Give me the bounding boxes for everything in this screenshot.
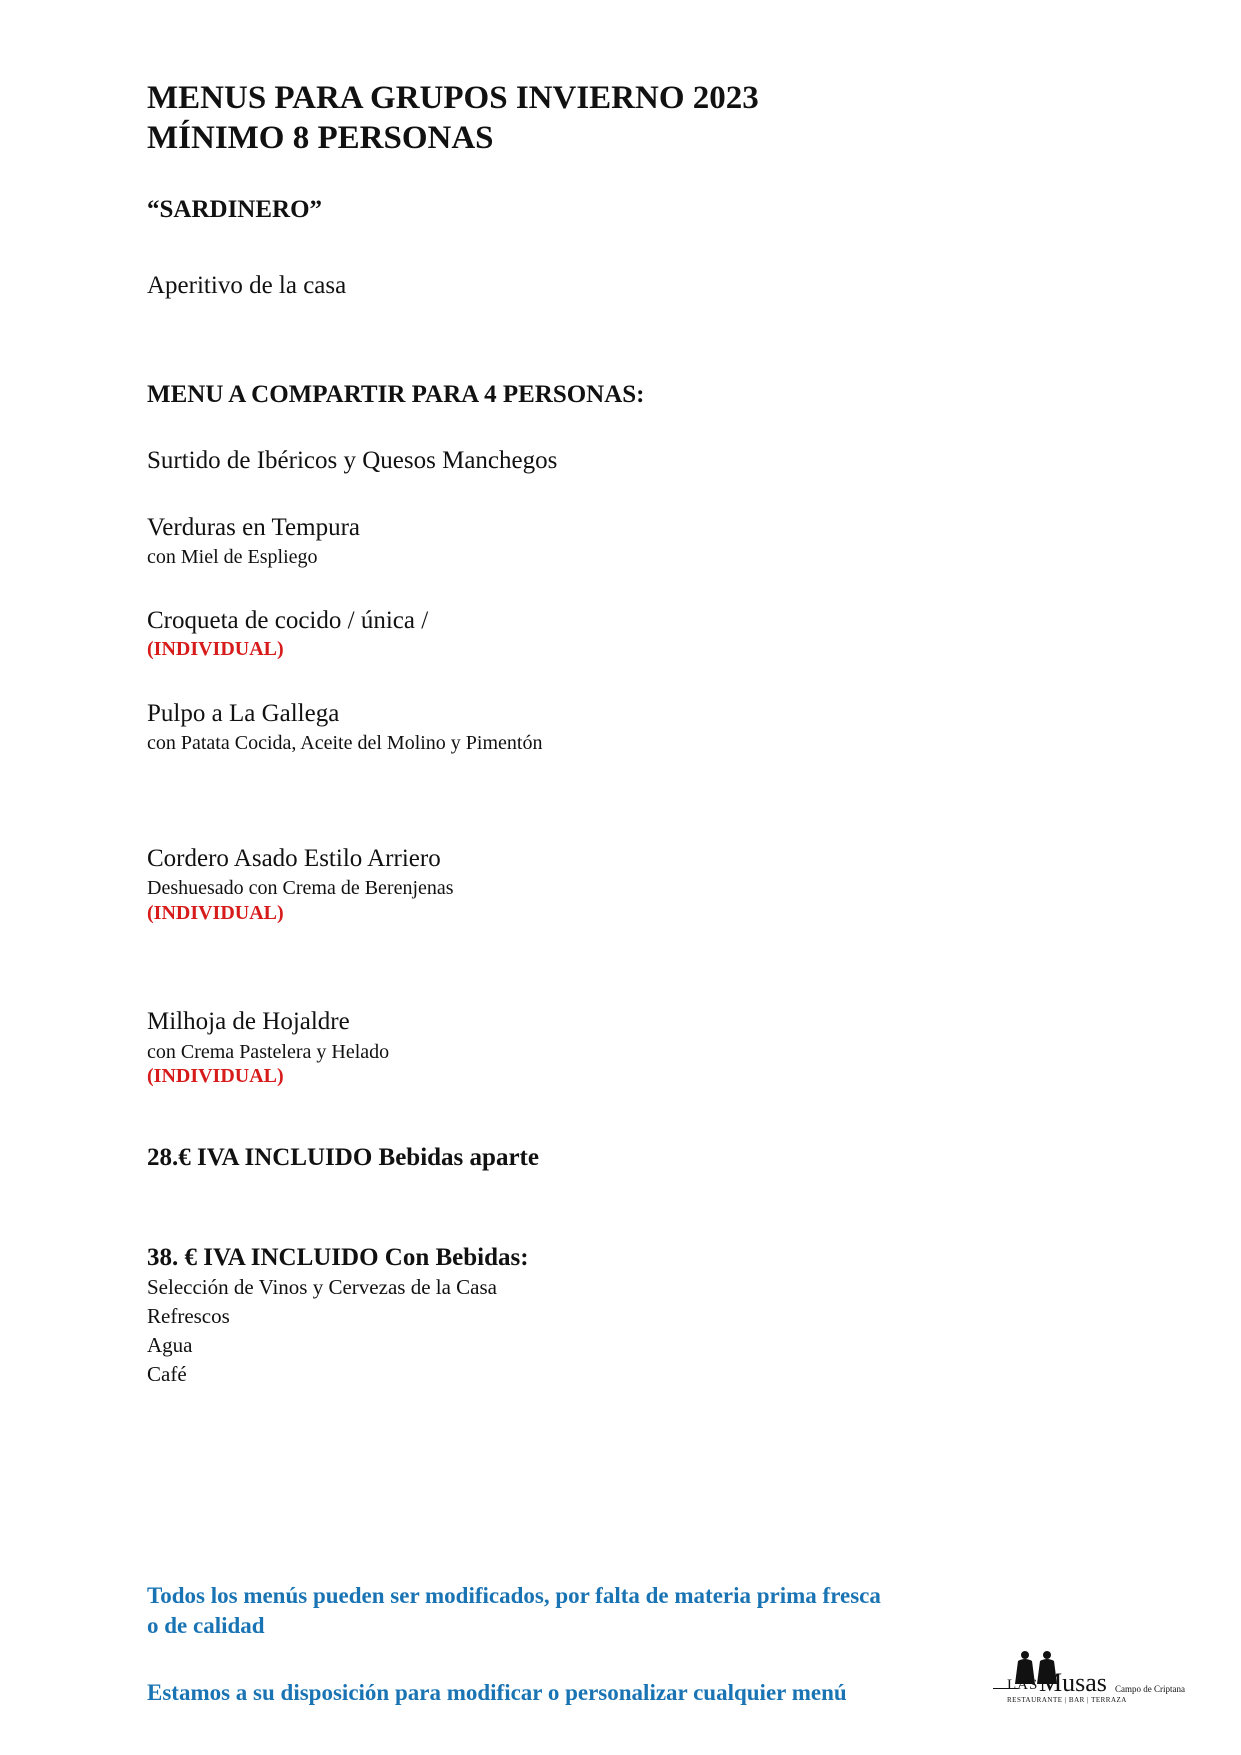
- drink-item: Café: [147, 1362, 187, 1386]
- logo-tagline: RESTAURANTE | BAR | TERRAZA: [1007, 1696, 1127, 1704]
- dish-title: Croqueta de cocido / única /: [147, 607, 429, 634]
- aperitivo: Aperitivo de la casa: [147, 272, 347, 299]
- dish-description: Deshuesado con Crema de Berenjenas: [147, 877, 454, 899]
- dish-title: Verduras en Tempura: [147, 514, 360, 541]
- dish-title: Surtido de Ibéricos y Quesos Manchegos: [147, 447, 558, 474]
- personalize-note: Estamos a su disposición para modificar o personalizar cualquier menú: [147, 1680, 847, 1705]
- individual-note: (INDIVIDUAL): [147, 638, 284, 660]
- price-without-drinks: 28.€ IVA INCLUIDO Bebidas aparte: [147, 1144, 539, 1171]
- page-title: MENUS PARA GRUPOS INVIERNO 2023: [147, 80, 759, 116]
- drink-item: Agua: [147, 1333, 193, 1357]
- share-heading: MENU A COMPARTIR PARA 4 PERSONAS:: [147, 381, 645, 408]
- drink-item: Refrescos: [147, 1304, 230, 1328]
- dish-title: Cordero Asado Estilo Arriero: [147, 845, 441, 872]
- logo-musas: Musas: [1039, 1668, 1107, 1697]
- restaurant-logo: [993, 1650, 1203, 1720]
- price-with-drinks: 38. € IVA INCLUIDO Con Bebidas:: [147, 1244, 529, 1271]
- page-subtitle: MÍNIMO 8 PERSONAS: [147, 120, 494, 156]
- modification-note-line2: o de calidad: [147, 1613, 265, 1638]
- modification-note-line1: Todos los menús pueden ser modificados, por falta de materia prima fresca: [147, 1583, 881, 1608]
- menu-name: “SARDINERO”: [147, 196, 323, 223]
- individual-note: (INDIVIDUAL): [147, 1065, 284, 1087]
- individual-note: (INDIVIDUAL): [147, 902, 284, 924]
- logo-location: Campo de Criptana: [1115, 1684, 1185, 1694]
- dish-title: Pulpo a La Gallega: [147, 700, 340, 727]
- dish-description: con Crema Pastelera y Helado: [147, 1041, 390, 1063]
- drink-item: Selección de Vinos y Cervezas de la Casa: [147, 1275, 497, 1299]
- dish-description: con Miel de Espliego: [147, 546, 318, 568]
- dish-title: Milhoja de Hojaldre: [147, 1008, 350, 1035]
- drinks-list: [147, 1273, 497, 1389]
- dish-description: con Patata Cocida, Aceite del Molino y Pimentón: [147, 732, 543, 754]
- logo-las: LAS: [1007, 1677, 1039, 1693]
